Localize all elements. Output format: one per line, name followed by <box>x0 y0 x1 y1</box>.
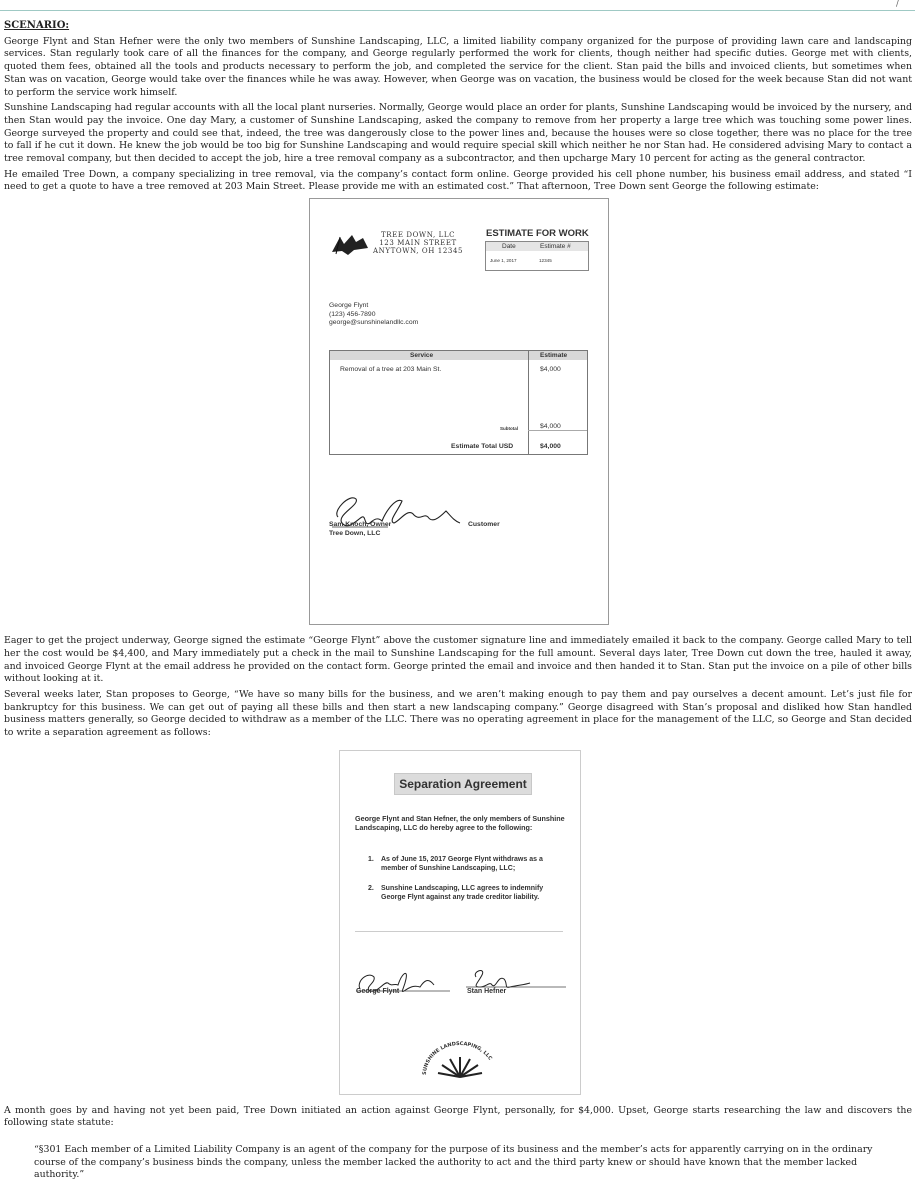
col-estimate: Estimate <box>540 352 568 360</box>
client-phone: (123) 456-7890 <box>329 310 376 318</box>
service-description: Removal of a tree at 203 Main St. <box>340 366 442 374</box>
company-name: TREE DOWN, LLC <box>380 231 456 240</box>
column-divider <box>528 350 529 454</box>
signer-name: Sam Knoch, Owner <box>329 521 392 529</box>
estimate-number-value: 12345 <box>539 258 552 264</box>
item-2-number: 2. <box>368 884 374 892</box>
total-label: Estimate Total USD <box>451 443 514 451</box>
agreement-item-2: Sunshine Landscaping, LLC agrees to indemnify George Flynt against any trade creditor liability. <box>381 884 544 901</box>
scenario-heading: SCENARIO: <box>4 20 70 31</box>
item-1-number: 1. <box>368 855 374 863</box>
customer-label: Customer <box>468 521 500 529</box>
subtotal-label: Subtotal <box>500 426 518 432</box>
tree-logo-icon <box>330 234 370 256</box>
agreement-item-1: As of June 15, 2017 George Flynt withdraws as a member of Sunshine Landscaping, LLC; <box>381 855 543 872</box>
signature-name-stan: Stan Hefner <box>467 987 507 995</box>
service-table-header <box>330 350 587 360</box>
paragraph-3: He emailed Tree Down, a company specializing in tree removal, via the company’s contact form online. George provided his cell phone number, his business email address, and stated “I need to get a quote to have a tree removed at 203 Main Street. Please provide me with an estimated cost.” That afternoon, Tree Down sent George the following estimate: <box>4 168 912 193</box>
statute-quote: “§301 Each member of a Limited Liability Company is an agent of the company for the purpose of its business and the member’s acts for apparently carrying on in the ordinary course of the company’s business binds the company, unless the member lacked the authority to act and the third party knew or should have known that the member lacked authority.” <box>34 1144 873 1181</box>
document-content <box>4 20 912 1182</box>
date-value: June 1, 2017 <box>490 258 517 264</box>
top-divider <box>0 0 915 11</box>
estimate-info-box <box>485 241 589 271</box>
corner-mark: / <box>895 0 899 9</box>
bill-to-block <box>329 302 418 328</box>
col-service: Service <box>410 352 434 360</box>
company-address <box>373 231 463 255</box>
paragraph-1: George Flynt and Stan Hefner were the only two members of Sunshine Landscaping, LLC, a limited liability company organized for the purpose of providing lawn care and landscaping services. Stan regularly took care of all the finances for the company, and George regularly performed the work for clients, though neither had specific duties. George met with clients, quoted them fees, obtained all the tools and products necessary to perform the job, and completed the service for the client. Stan paid the bills and invoiced clients, but sometimes when Stan was on vacation, George would take over the finances while he was away. However, when George was on vacation, the business would be closed for the week because Stan did not want to perform the service work himself. <box>4 35 912 98</box>
svg-text:SUNSHINE LANDSCAPING, LLC: SUNSHINE LANDSCAPING, LLC <box>421 1040 493 1075</box>
estimate-document <box>309 198 609 625</box>
paragraph-6: A month goes by and having not yet been paid, Tree Down initiated an action against George Flynt, personally, for $4,000. Upset, George starts researching the law and discovers the following state statute: <box>4 1104 912 1129</box>
sunshine-logo-icon <box>420 1041 500 1081</box>
estimate-info-header <box>486 242 588 251</box>
paragraph-5: Several weeks later, Stan proposes to George, “We have so many bills for the business, and we aren’t making enough to pay them and pay ourselves a decent amount. Let’s just file for bankruptcy for this business. We can get out of paying all these bills and then start a new landscaping company.” George disagreed with Stan’s proposal and disliked how Stan handled business matters generally, so George decided to withdraw as a member of the LLC. There was no operating agreement in place for the management of the LLC, so George and Stan decided to write a separation agreement as follows: <box>4 688 912 739</box>
estimate-title: ESTIMATE FOR WORK <box>486 228 589 240</box>
company-street: 123 MAIN STREET <box>379 239 457 248</box>
agreement-divider <box>355 931 563 932</box>
signer-company: Tree Down, LLC <box>329 529 381 537</box>
total-value: $4,000 <box>540 443 561 451</box>
signature-name-george: George Flynt <box>356 987 400 995</box>
client-name: George Flynt <box>329 302 369 310</box>
paragraph-2: Sunshine Landscaping had regular accounts with all the local plant nurseries. Normally, George would place an order for plants, Sunshine Landscaping would be invoiced by the nursery, and then Stan would pay the invoice. One day Mary, a customer of Sunshine Landscaping, asked the company to remove from her property a large tree which was touching some power lines. George surveyed the property and could see that, indeed, the tree was dangerously close to the power lines and, because the houses were so close together, there was no place for the tree to fall if he cut it down. He knew the job would be too big for Sunshine Landscaping and would require special skill which neither he nor Stan had. He considered advising Mary to contact a tree removal company, but then decided to accept the job, hire a tree removal company as a subcontractor, and then upcharge Mary 10 percent for acting as the general contractor. <box>4 102 912 165</box>
estimate-number-label: Estimate # <box>540 243 571 251</box>
service-table <box>329 350 588 455</box>
date-label: Date <box>502 243 516 251</box>
agreement-intro: George Flynt and Stan Hefner, the only members of Sunshine Landscaping, LLC do hereby agree to the following: <box>355 813 565 833</box>
separation-agreement <box>339 750 581 1095</box>
company-city: ANYTOWN, OH 12345 <box>373 247 464 256</box>
paragraph-4: Eager to get the project underway, George signed the estimate “George Flynt” above the customer signature line and immediately emailed it back to the company. George called Mary to tell her the cost would be $4,400, and Mary immediately put a check in the mail to Sunshine Landscaping for the full amount. Several days later, Tree Down cut down the tree, hauled it away, and invoiced George Flynt at the email address he provided on the contact form. George printed the email and invoice and then handed it to Stan. Stan put the invoice on a pile of other bills without looking at it. <box>4 635 912 685</box>
client-email: george@sunshinelandllc.com <box>329 319 419 327</box>
owner-signature-block <box>329 521 391 538</box>
service-amount: $4,000 <box>540 366 561 374</box>
agreement-title: Separation Agreement <box>394 773 532 795</box>
subtotal-value: $4,000 <box>540 423 561 431</box>
